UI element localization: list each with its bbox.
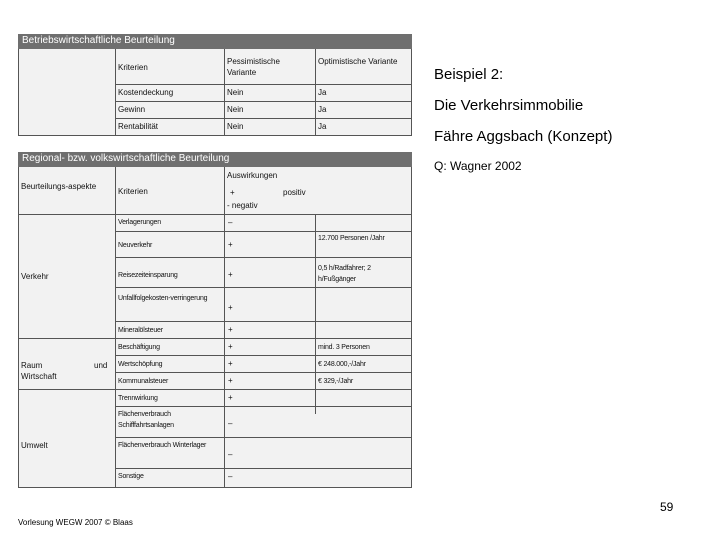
t2-row-e: + — [228, 376, 233, 385]
slide-title-line1: Beispiel 2: — [434, 66, 504, 83]
t1-row3-p: Nein — [227, 122, 244, 131]
t2-row-k: Flächenverbrauch Schifffahrtsanlagen — [118, 411, 174, 429]
table2-header: Regional- bzw. volkswirtschaftliche Beurteilung — [18, 152, 412, 167]
t1-row2-p: Nein — [227, 105, 244, 114]
t2-row-e: + — [228, 342, 233, 351]
t2-row-k: Kommunalsteuer — [118, 378, 169, 385]
t1-row1-o: Ja — [318, 88, 327, 97]
t2-row-k: Neuverkehr — [118, 242, 153, 249]
t1-col-criteria: Kriterien — [118, 63, 148, 72]
t2-row-k: Verlagerungen — [118, 219, 161, 226]
t1-row2-o: Ja — [318, 105, 327, 114]
source-citation: Q: Wagner 2002 — [434, 159, 522, 173]
t2-row-n: € 248.000,-/Jahr — [318, 361, 366, 368]
t2-group-raum: Raum — [21, 361, 43, 370]
page-number: 59 — [660, 500, 674, 514]
scanned-table-image — [18, 34, 412, 488]
t2-row-k: Flächenverbrauch Winterlager — [118, 442, 207, 449]
t2-row-e: – — [228, 450, 233, 459]
t1-col-opt: Optimistische Variante — [318, 57, 398, 66]
t2-row-e: + — [228, 325, 233, 334]
t1-row1-p: Nein — [227, 88, 244, 97]
t2-row-e: – — [228, 419, 233, 428]
t2-row-k: Unfallfolgekosten-verringerung — [118, 295, 208, 302]
t1-col-pess: Pessimistische Variante — [227, 57, 280, 77]
t1-row3-k: Rentabilität — [118, 122, 159, 131]
t2-row-k: Sonstige — [118, 473, 144, 480]
t2-col-effects: Auswirkungen — [227, 171, 278, 180]
t2-group-wirtschaft: Wirtschaft — [21, 372, 57, 381]
t2-row-e: + — [228, 303, 233, 312]
t1-row2-k: Gewinn — [118, 105, 146, 114]
t2-group-und: und — [94, 361, 108, 370]
t2-row-k: Mineralölsteuer — [118, 327, 163, 334]
t2-row-e: – — [228, 218, 233, 227]
table1-header: Betriebswirtschaftliche Beurteilung — [18, 34, 412, 49]
t2-group-verkehr: Verkehr — [21, 272, 49, 281]
t2-row-k: Wertschöpfung — [118, 361, 163, 368]
t2-row-k: Beschäftigung — [118, 344, 160, 351]
t2-row-k: Reisezeiteinsparung — [118, 272, 178, 279]
t1-row3-o: Ja — [318, 122, 327, 131]
t2-row-e: + — [228, 359, 233, 368]
t2-row-e: + — [228, 240, 233, 249]
t2-group-umwelt: Umwelt — [21, 441, 48, 450]
t2-row-n: 0,5 h/Radfahrer; 2 h/Fußgänger — [318, 265, 371, 283]
t2-col-pos: positiv — [283, 188, 306, 197]
t2-row-e: + — [228, 393, 233, 402]
t2-row-n: € 329,-/Jahr — [318, 378, 353, 385]
t2-row-n: mind. 3 Personen — [318, 344, 370, 351]
t2-col-neg: - negativ — [227, 201, 258, 210]
slide-title-line3: Fähre Aggsbach (Konzept) — [434, 128, 613, 145]
t2-row-e: + — [228, 270, 233, 279]
t2-col-plus: + — [230, 188, 235, 197]
t2-row-k: Trennwirkung — [118, 395, 158, 402]
t1-row1-k: Kostendeckung — [118, 88, 174, 97]
t2-row-e: – — [228, 472, 233, 481]
footer-text: Vorlesung WEGW 2007 © Blaas — [18, 518, 133, 527]
t2-row-n: 12.700 Personen /Jahr — [318, 235, 385, 242]
t2-col-criteria: Kriterien — [118, 187, 148, 196]
slide-title-line2: Die Verkehrsimmobilie — [434, 97, 584, 114]
t2-col-aspect: Beurteilungs-aspekte — [21, 182, 97, 191]
